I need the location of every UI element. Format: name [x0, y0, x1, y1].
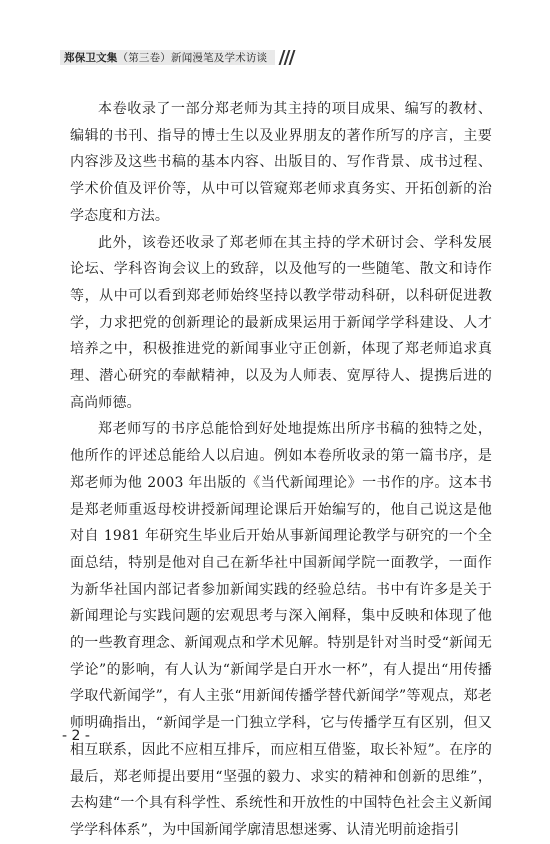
- header-box: [60, 50, 275, 65]
- page-number: - 2 -: [62, 728, 90, 744]
- slash-mark: [289, 50, 296, 65]
- paragraph-2: 此外，该卷还收录了郑老师在其主持的学术研讨会、学科发展论坛、学科咨询会议上的致辞，以及他写的一些随笔、散文和诗作等，从中可以看到郑老师始终坚持以教学带动科研，以科研促进教学，力求把党的创新理论的最新成果运用于新闻学学科建设、人才培养之中，积极推进党的新闻事业守正创新，体现了郑老师追求真理、潜心研究的奉献精神，以及为人师表、宽厚待人、提携后进的高尚师德。: [70, 234, 492, 411]
- running-header: [60, 50, 296, 65]
- header-title: [64, 50, 267, 65]
- paragraph-1: 本卷收录了一部分郑老师为其主持的项目成果、编写的教材、编辑的书刊、指导的博士生以及业界朋友的著作所写的序言，主要内容涉及这些书稿的基本内容、出版目的、写作背景、成书过程、学术价值及评价等，从中可以管窥郑老师求真务实、开拓创新的治学态度和方法。: [70, 101, 492, 224]
- body-text: [70, 96, 492, 844]
- header-slash-decoration: [281, 50, 296, 65]
- header-series: 郑保卫文集: [64, 52, 118, 64]
- header-volume: （第三卷）: [117, 52, 171, 64]
- header-subtitle: 新闻漫笔及学术访谈: [171, 52, 268, 64]
- paragraph-3: 郑老师写的书序总能恰到好处地提炼出所序书稿的独特之处，他所作的评述总能给人以启迪。例如本卷所收录的第一篇书序，是郑老师为他 2003 年出版的《当代新闻理论》一书作的序。这本书是郑老师重返母校讲授新闻理论课后开始编写的，他自己说这是他对自 1981 年研究生毕业后开始从事新闻理论教学与研究的一个全面总结，特别是他对自己在新华社中国新闻学院一面教学，一面作为新华社国内部记者参加新闻实践的经验总结。书中有许多是关于新闻理论与实践问题的宏观思考与深入阐释，集中反映和体现了他的一些教育理念、新闻观点和学术见解。特别是针对当时受“新闻无学论”的影响，有人认为“新闻学是白开水一杯”，有人提出“用传播学取代新闻学”，有人主张“用新闻传播学替代新闻学”等观点，郑老师明确指出，“新闻学是一门独立学科，它与传播学互有区别，但又相互联系，因此不应相互排斥，而应相互借鉴，取长补短”。在序的最后，郑老师提出要用“坚强的毅力、求实的精神和创新的思维”，去构建“一个具有科学性、系统性和开放性的中国特色社会主义新闻学学科体系”，为中国新闻学廓清思想迷雾、认清光明前途指引: [70, 421, 492, 838]
